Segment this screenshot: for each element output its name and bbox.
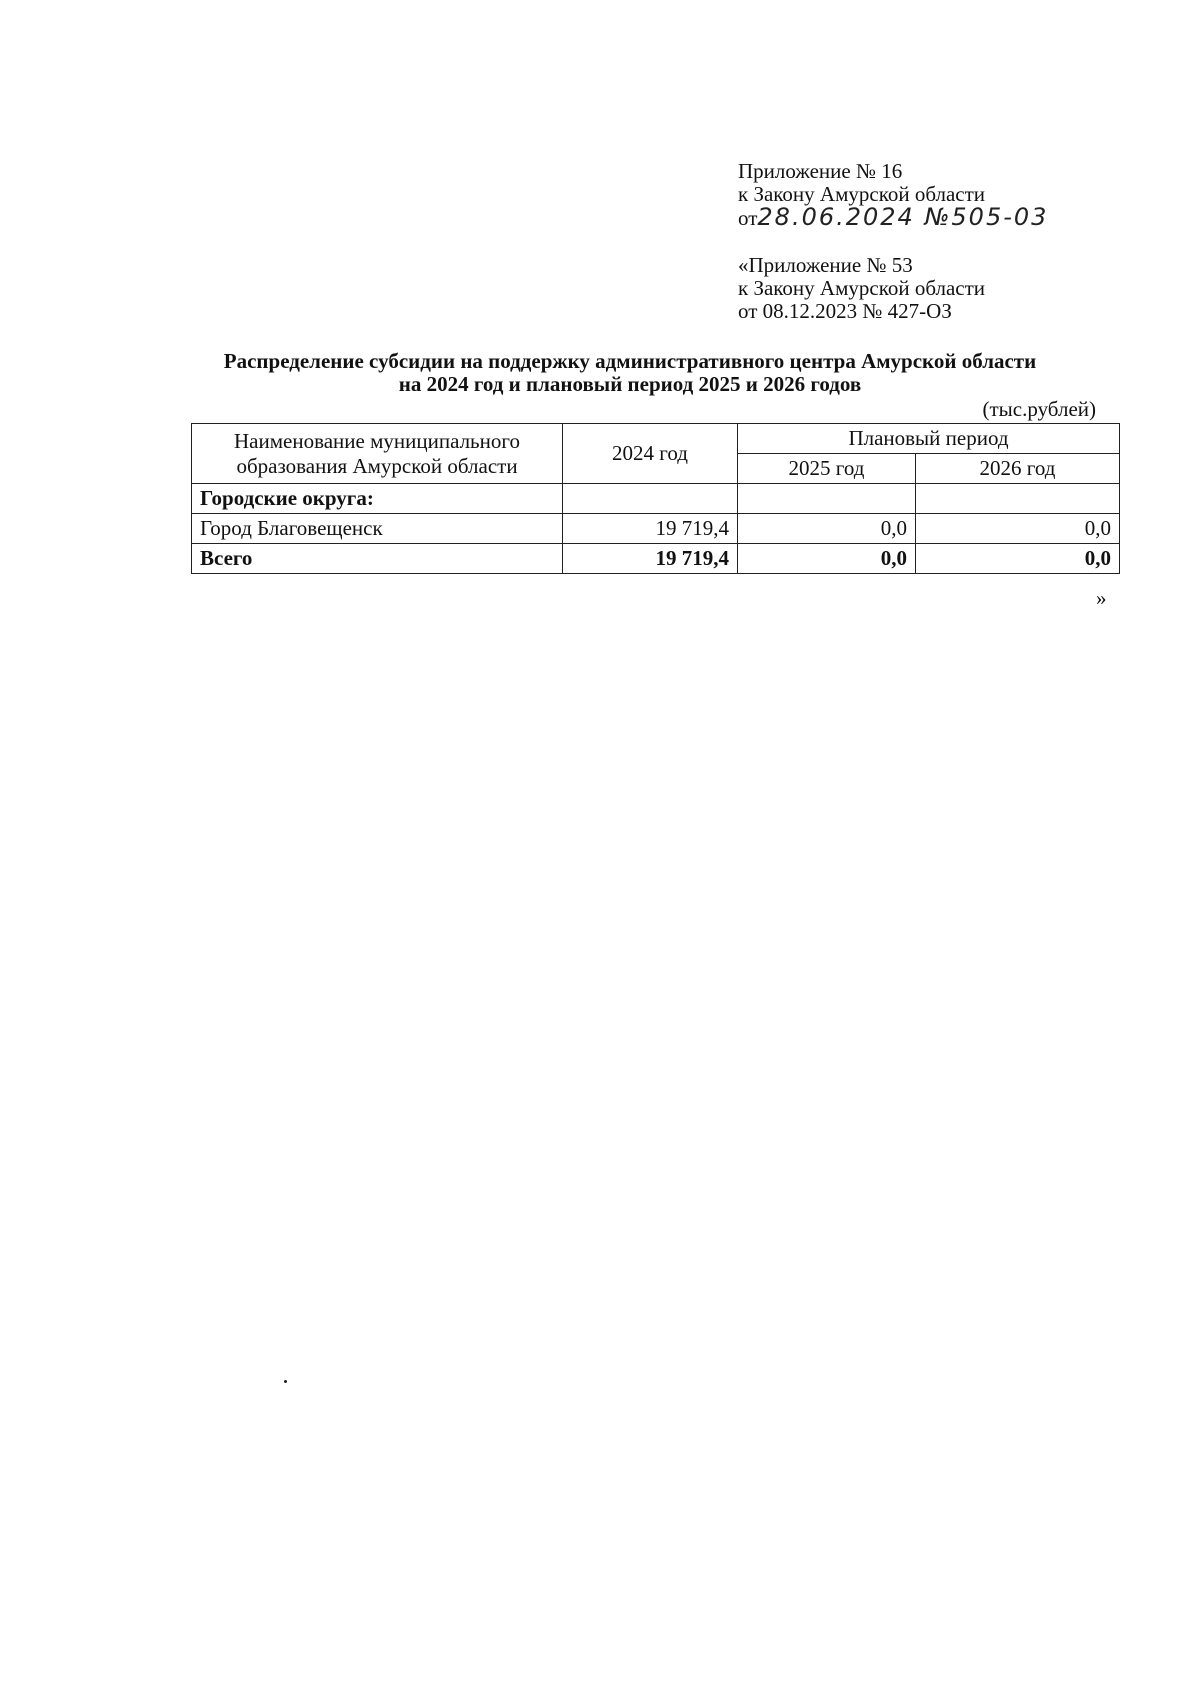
group-cell-empty xyxy=(563,484,738,514)
row-2025: 0,0 xyxy=(738,514,916,544)
document-title xyxy=(160,350,1100,396)
appendix-number: Приложение № 16 xyxy=(738,159,903,183)
row-name: Город Благовещенск xyxy=(192,514,563,544)
row-2024: 19 719,4 xyxy=(563,514,738,544)
subsidy-table xyxy=(191,423,1120,574)
header-planned-period: Плановый период xyxy=(738,424,1120,454)
scan-speck xyxy=(284,1380,287,1383)
table-total-row xyxy=(192,544,1120,574)
total-2025: 0,0 xyxy=(738,544,916,574)
header-2024: 2024 год xyxy=(563,424,738,484)
header-2026: 2026 год xyxy=(916,454,1120,484)
appendix-date-line xyxy=(738,203,1049,231)
total-label: Всего xyxy=(192,544,563,574)
table-group-row xyxy=(192,484,1120,514)
total-2024: 19 719,4 xyxy=(563,544,738,574)
table-row xyxy=(192,514,1120,544)
handwritten-date: 28.06.2024 №505-03 xyxy=(757,203,1049,231)
title-line-2: на 2024 год и плановый период 2025 и 2026 годов xyxy=(398,372,862,396)
previous-appendix-header xyxy=(738,254,985,323)
title-line-1: Распределение субсидии на поддержку административного центра Амурской области xyxy=(223,349,1037,373)
group-label: Городские округа: xyxy=(192,484,563,514)
row-2026: 0,0 xyxy=(916,514,1120,544)
closing-quote: » xyxy=(1096,586,1107,610)
table-header-row xyxy=(192,424,1120,454)
previous-appendix-number: «Приложение № 53 xyxy=(738,253,913,277)
appendix-law-ref: к Закону Амурской области xyxy=(738,182,986,206)
total-2026: 0,0 xyxy=(916,544,1120,574)
header-2025: 2025 год xyxy=(738,454,916,484)
appendix-header xyxy=(738,160,1048,230)
date-prefix: от xyxy=(738,206,758,230)
group-cell-empty xyxy=(738,484,916,514)
header-name: Наименование муниципального образования Амурской области xyxy=(192,424,563,484)
previous-appendix-law-ref: к Закону Амурской области xyxy=(738,276,986,300)
previous-appendix-date: от 08.12.2023 № 427-ОЗ xyxy=(738,299,952,323)
group-cell-empty xyxy=(916,484,1120,514)
unit-label: (тыс.рублей) xyxy=(982,397,1096,421)
